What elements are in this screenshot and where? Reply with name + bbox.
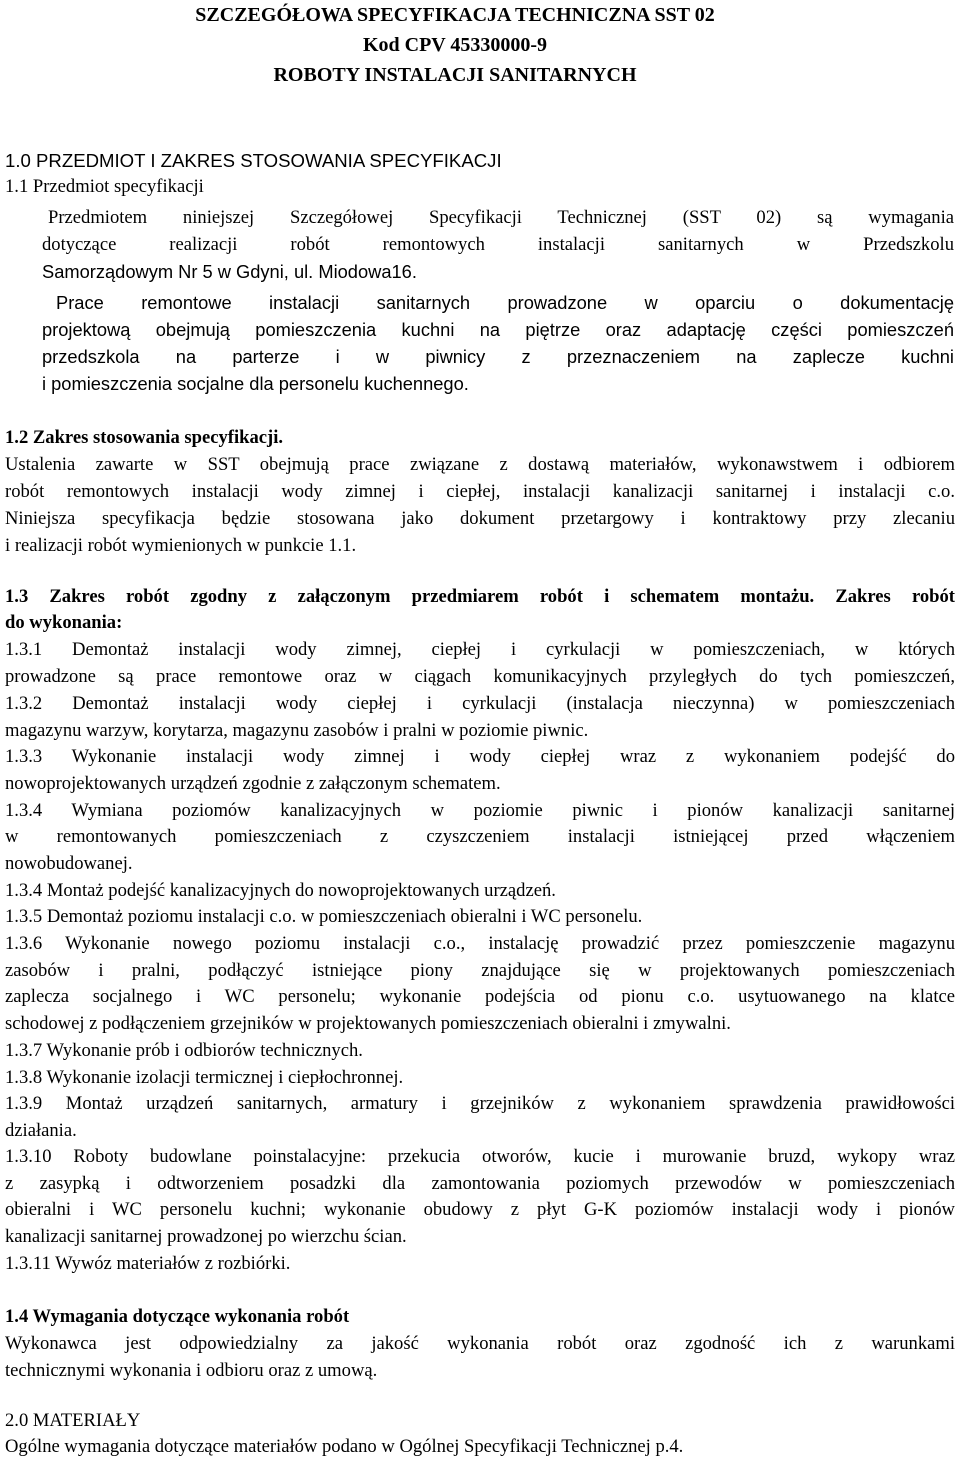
section-1-3-line: kanalizacji sanitarnej prowadzonej po wierzchu ścian. bbox=[5, 1226, 407, 1247]
section-1-3-line: magazynu warzyw, korytarza, magazynu zasobów i pralni w poziomie piwnic. bbox=[5, 720, 589, 741]
section-1-1-para1-line: dotyczące realizacji robót remontowych instalacji sanitarnych w Przedszkolu bbox=[42, 234, 954, 255]
section-1-1-para2-line: przedszkola na parterze i w piwnicy z przeznaczeniem na zaplecze kuchni bbox=[42, 346, 954, 367]
section-1-3-line: 1.3.3 Wykonanie instalacji wody zimnej i wody ciepłej wraz z wykonaniem podejść do bbox=[5, 746, 955, 767]
section-1-3-line: 1.3.9 Montaż urządzeń sanitarnych, armatury i grzejników z wykonaniem sprawdzenia prawidłowości bbox=[5, 1093, 955, 1114]
section-1-1-para2-line: Prace remontowe instalacji sanitarnych prowadzone w oparciu o dokumentację bbox=[56, 292, 954, 313]
section-2-0-heading: 2.0 MATERIAŁY bbox=[5, 1410, 141, 1431]
section-1-3-line: 1.3.7 Wykonanie prób i odbiorów technicznych. bbox=[5, 1040, 363, 1061]
section-1-1-para2-line: projektową obejmują pomieszczenia kuchni na piętrze oraz adaptację części pomieszczeń bbox=[42, 319, 954, 340]
document-title-line-3: ROBOTY INSTALACJI SANITARNYCH bbox=[273, 64, 637, 86]
section-1-3-line: 1.3.2 Demontaż instalacji wody ciepłej i cyrkulacji (instalacja nieczynna) w pomieszczeniach bbox=[5, 693, 955, 714]
section-1-0-heading: 1.0 PRZEDMIOT I ZAKRES STOSOWANIA SPECYFIKACJI bbox=[5, 150, 502, 171]
section-1-3-heading: 1.3 Zakres robót zgodny z załączonym przedmiarem robót i schematem montażu. Zakres robót bbox=[5, 586, 955, 607]
section-1-2-heading: 1.2 Zakres stosowania specyfikacji. bbox=[5, 427, 284, 448]
section-1-3-line: z zasypką i odtworzeniem posadzki dla zamontowania poziomych przewodów w pomieszczeniach bbox=[5, 1173, 955, 1194]
section-1-3-line: prowadzone są prace remontowe oraz w ciągach komunikacyjnych przyległych do tych pomieszczeń, bbox=[5, 666, 955, 687]
section-1-3-line: schodowej z podłączeniem grzejników w projektowanych pomieszczeniach obieralni i zmywalni. bbox=[5, 1013, 731, 1034]
section-1-3-line: obieralni i WC personelu kuchni; wykonanie obudowy z płyt G-K poziomów instalacji wody i pionów bbox=[5, 1199, 955, 1220]
section-1-3-line: zaplecza socjalnego i WC personelu; wykonanie podejścia od pionu c.o. usytuowanego na klatce bbox=[5, 986, 955, 1007]
section-1-2-line: i realizacji robót wymienionych w punkcie 1.1. bbox=[5, 535, 357, 556]
section-1-3-line: 1.3.4 Wymiana poziomów kanalizacyjnych w poziomie piwnic i pionów kanalizacji sanitarnej bbox=[5, 800, 955, 821]
section-1-4-heading: 1.4 Wymagania dotyczące wykonania robót bbox=[5, 1306, 350, 1327]
document-title-line-1: SZCZEGÓŁOWA SPECYFIKACJA TECHNICZNA SST 02 bbox=[195, 4, 715, 26]
section-1-2-line: Ustalenia zawarte w SST obejmują prace związane z dostawą materiałów, wykonawstwem i odbiorem bbox=[5, 454, 955, 475]
section-1-4-line: Wykonawca jest odpowiedzialny za jakość wykonania robót oraz zgodność ich z warunkami bbox=[5, 1333, 955, 1354]
section-1-3-heading: do wykonania: bbox=[5, 612, 123, 633]
section-1-4-line: technicznymi wykonania i odbioru oraz z umową. bbox=[5, 1360, 378, 1381]
section-1-1-para2-line: i pomieszczenia socjalne dla personelu kuchennego. bbox=[42, 373, 469, 394]
section-1-3-line: nowobudowanej. bbox=[5, 853, 133, 874]
section-1-3-line: 1.3.8 Wykonanie izolacji termicznej i ciepłochronnej. bbox=[5, 1067, 404, 1088]
section-1-3-line: działania. bbox=[5, 1120, 77, 1141]
section-1-2-line: robót remontowych instalacji wody zimnej i ciepłej, instalacji kanalizacji sanitarnej i instalacji c.o. bbox=[5, 481, 955, 502]
section-1-3-line: nowoprojektowanych urządzeń zgodnie z załączonym schematem. bbox=[5, 773, 501, 794]
section-1-3-line: 1.3.6 Wykonanie nowego poziomu instalacji c.o., instalację prowadzić przez pomieszczenie magazynu bbox=[5, 933, 955, 954]
section-1-1-para1-line: Przedmiotem niniejszej Szczegółowej Specyfikacji Technicznej (SST 02) są wymagania bbox=[48, 207, 954, 228]
section-1-1-para1-line: Samorządowym Nr 5 w Gdyni, ul. Miodowa16. bbox=[42, 261, 417, 282]
section-1-3-line: 1.3.1 Demontaż instalacji wody zimnej, ciepłej i cyrkulacji w pomieszczeniach, w których bbox=[5, 639, 955, 660]
document-title-line-2: Kod CPV 45330000-9 bbox=[362, 34, 548, 56]
section-1-3-line: 1.3.11 Wywóz materiałów z rozbiórki. bbox=[5, 1253, 291, 1274]
section-1-3-line: zasobów i pralni, podłączyć istniejące piony znajdujące się w projektowanych pomieszczeniach bbox=[5, 960, 955, 981]
section-1-1-heading: 1.1 Przedmiot specyfikacji bbox=[5, 176, 204, 197]
section-1-3-line: 1.3.4 Montaż podejść kanalizacyjnych do nowoprojektowanych urządzeń. bbox=[5, 880, 556, 901]
section-1-2-line: Niniejsza specyfikacja będzie stosowana jako dokument przetargowy i kontraktowy przy zlecaniu bbox=[5, 508, 955, 529]
section-1-3-line: 1.3.5 Demontaż poziomu instalacji c.o. w pomieszczeniach obieralni i WC personelu. bbox=[5, 906, 643, 927]
section-2-0-line: Ogólne wymagania dotyczące materiałów podano w Ogólnej Specyfikacji Technicznej p.4. bbox=[5, 1436, 684, 1457]
section-1-3-line: w remontowanych pomieszczeniach z czyszczeniem instalacji istniejącej przed włączeniem bbox=[5, 826, 955, 847]
section-1-3-line: 1.3.10 Roboty budowlane poinstalacyjne: przekucia otworów, kucie i murowanie bruzd, wykopy wraz bbox=[5, 1146, 955, 1167]
